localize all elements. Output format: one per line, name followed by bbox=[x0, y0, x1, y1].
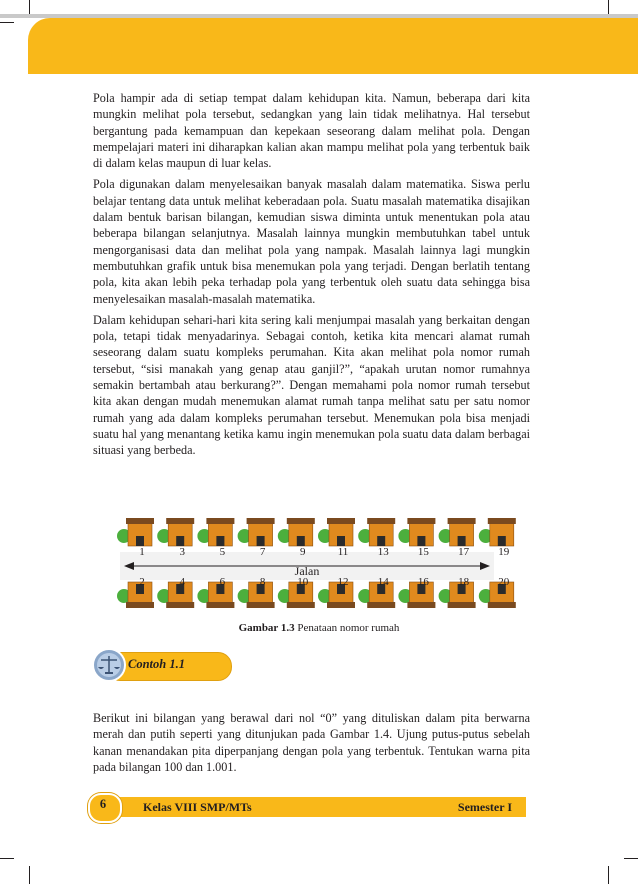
house-number: 2 bbox=[139, 576, 145, 588]
figure-caption bbox=[0, 622, 638, 634]
house-roof bbox=[287, 602, 315, 608]
house-number: 12 bbox=[337, 576, 349, 588]
house-number: 16 bbox=[417, 576, 429, 588]
house-number: 17 bbox=[458, 546, 470, 558]
house-roof bbox=[448, 602, 476, 608]
house-roof bbox=[166, 602, 194, 608]
house-door bbox=[498, 536, 506, 546]
house-number: 9 bbox=[300, 546, 306, 558]
house-roof bbox=[488, 518, 516, 524]
house-roof bbox=[247, 518, 275, 524]
header-orange-strip bbox=[28, 18, 638, 74]
house-roof bbox=[407, 518, 435, 524]
example-banner bbox=[92, 648, 232, 684]
house bbox=[197, 576, 234, 608]
house-numbering-figure bbox=[120, 516, 510, 616]
house-roof bbox=[206, 602, 234, 608]
house bbox=[238, 576, 275, 608]
house-roof bbox=[407, 602, 435, 608]
house-number: 6 bbox=[219, 576, 226, 588]
caption-text: Penataan nomor rumah bbox=[294, 622, 400, 634]
crop-mark bbox=[624, 858, 638, 859]
paragraph: Dalam kehidupan sehari-hari kita sering kali menjumpai masalah yang berkaitan dengan pola, tetapi tidak menyadarinya. Sebagai contoh, ketika kita mencari alamat rumah seseorang dalam suatu kompleks perumahan. Kita akan melihat pola nomor rumah tersebut, “sisi manakah yang genap atau ganjil?”, “apakah urutan nomor rumahnya semakin bertambah atau berkurang?”. Dengan memahami pola nomor rumah tersebut kita akan dengan mudah menemukan alamat rumah tanpa melihat satu per satu nomor rumah yang ada dalam kompleks perumahan tersebut. Menemukan pola bisa menjadi suatu hal yang menantang ketika kamu ingin menemukan pola suatu data dalam berbagai situasi yang berbeda. bbox=[93, 312, 530, 458]
house-number: 11 bbox=[337, 546, 349, 558]
house-number: 3 bbox=[179, 546, 185, 558]
footer-semester: Semester I bbox=[457, 800, 512, 814]
house-roof bbox=[327, 602, 355, 608]
paragraph: Pola hampir ada di setiap tempat dalam kehidupan kita. Namun, beberapa dari kita mungkin melihat pola tersebut, sedangkan yang lain tidak melihatnya. Hal tersebut bergantung pada kemampuan dan kepekaan seseorang dalam melihat pola. Dengan mempelajari materi ini diharapkan kalian akan mampu melihat pola yang terbentuk baik di dalam kelas maupun di luar kelas. bbox=[93, 91, 530, 171]
house-number: 19 bbox=[498, 546, 510, 558]
house-number: 13 bbox=[377, 546, 389, 558]
house-roof bbox=[287, 518, 315, 524]
house-roof bbox=[206, 518, 234, 524]
crop-mark bbox=[608, 866, 609, 884]
house-number: 1 bbox=[139, 546, 145, 558]
house-roof bbox=[488, 602, 516, 608]
header-band bbox=[0, 14, 638, 74]
house bbox=[479, 576, 516, 608]
house-door bbox=[377, 536, 385, 546]
house bbox=[439, 576, 476, 608]
main-content bbox=[93, 90, 530, 464]
house-number: 5 bbox=[219, 546, 226, 558]
house-number: 8 bbox=[259, 576, 266, 588]
page-number: 6 bbox=[99, 797, 107, 811]
example-title: Contoh 1.1 bbox=[128, 657, 185, 671]
house bbox=[278, 576, 315, 608]
house-roof bbox=[126, 518, 154, 524]
house-door bbox=[458, 536, 466, 546]
footer-book-title: Kelas VIII SMP/MTs bbox=[143, 800, 252, 814]
house-door bbox=[257, 536, 265, 546]
house-door bbox=[417, 536, 425, 546]
house-roof bbox=[367, 518, 395, 524]
house-door bbox=[216, 536, 224, 546]
house bbox=[318, 576, 355, 608]
house-number: 14 bbox=[377, 576, 389, 588]
house-roof bbox=[367, 602, 395, 608]
house-number: 7 bbox=[259, 546, 266, 558]
house-roof bbox=[126, 602, 154, 608]
house-number: 20 bbox=[498, 576, 510, 588]
house-roof bbox=[327, 518, 355, 524]
caption-label: Gambar 1.3 bbox=[238, 622, 295, 634]
crop-mark bbox=[29, 866, 30, 884]
house-numbering-illustration bbox=[120, 516, 510, 616]
road-label: Jalan bbox=[294, 564, 320, 578]
house-door bbox=[136, 536, 144, 546]
house bbox=[358, 576, 395, 608]
paragraph: Pola digunakan dalam menyelesaikan banyak masalah dalam matematika. Siswa perlu belajar tentang data untuk melihat keberadaan pola. Suatu masalah matematika disajikan dalam bentuk barisan bilangan, kemudian siswa diminta untuk menentukan pola atau beberapa bilangan selanjutnya. Masalah lainnya mungkin membutuhkan tabel untuk mengorganisasi data dan melihat pola yang nampak. Masalah lainnya lagi mungkin membutuhkan grafik untuk bisa menemukan pola yang terjadi. Dengan berlatih tentang pola, kita akan lebih peka terhadap pola yang terbentuk oleh suatu data sehingga bisa menyelesaikan masalah-masalah matematika. bbox=[93, 177, 530, 306]
scale-icon bbox=[92, 648, 126, 682]
example-text: Berikut ini bilangan yang berawal dari nol “0” yang dituliskan dalam pita berwarna merah dan putih seperti yang ditunjukan pada Gambar 1.4. Ujung putus-putus sebelah kanan menandakan pita diperpanjang dengan pola yang terbentuk. Tentukan warna pita pada bilangan 100 dan 1.001. bbox=[93, 711, 530, 774]
crop-mark bbox=[0, 858, 14, 859]
house-door bbox=[337, 536, 345, 546]
house-door bbox=[297, 536, 305, 546]
house-roof bbox=[448, 518, 476, 524]
house bbox=[157, 576, 194, 608]
house-roof bbox=[247, 602, 275, 608]
house-number: 4 bbox=[179, 576, 185, 588]
house-roof bbox=[166, 518, 194, 524]
house-number: 10 bbox=[297, 576, 309, 588]
bottom-house-row bbox=[117, 576, 516, 608]
house-number: 18 bbox=[458, 576, 470, 588]
house-door bbox=[176, 536, 184, 546]
house-number: 15 bbox=[417, 546, 429, 558]
house bbox=[398, 576, 435, 608]
house bbox=[117, 576, 154, 608]
